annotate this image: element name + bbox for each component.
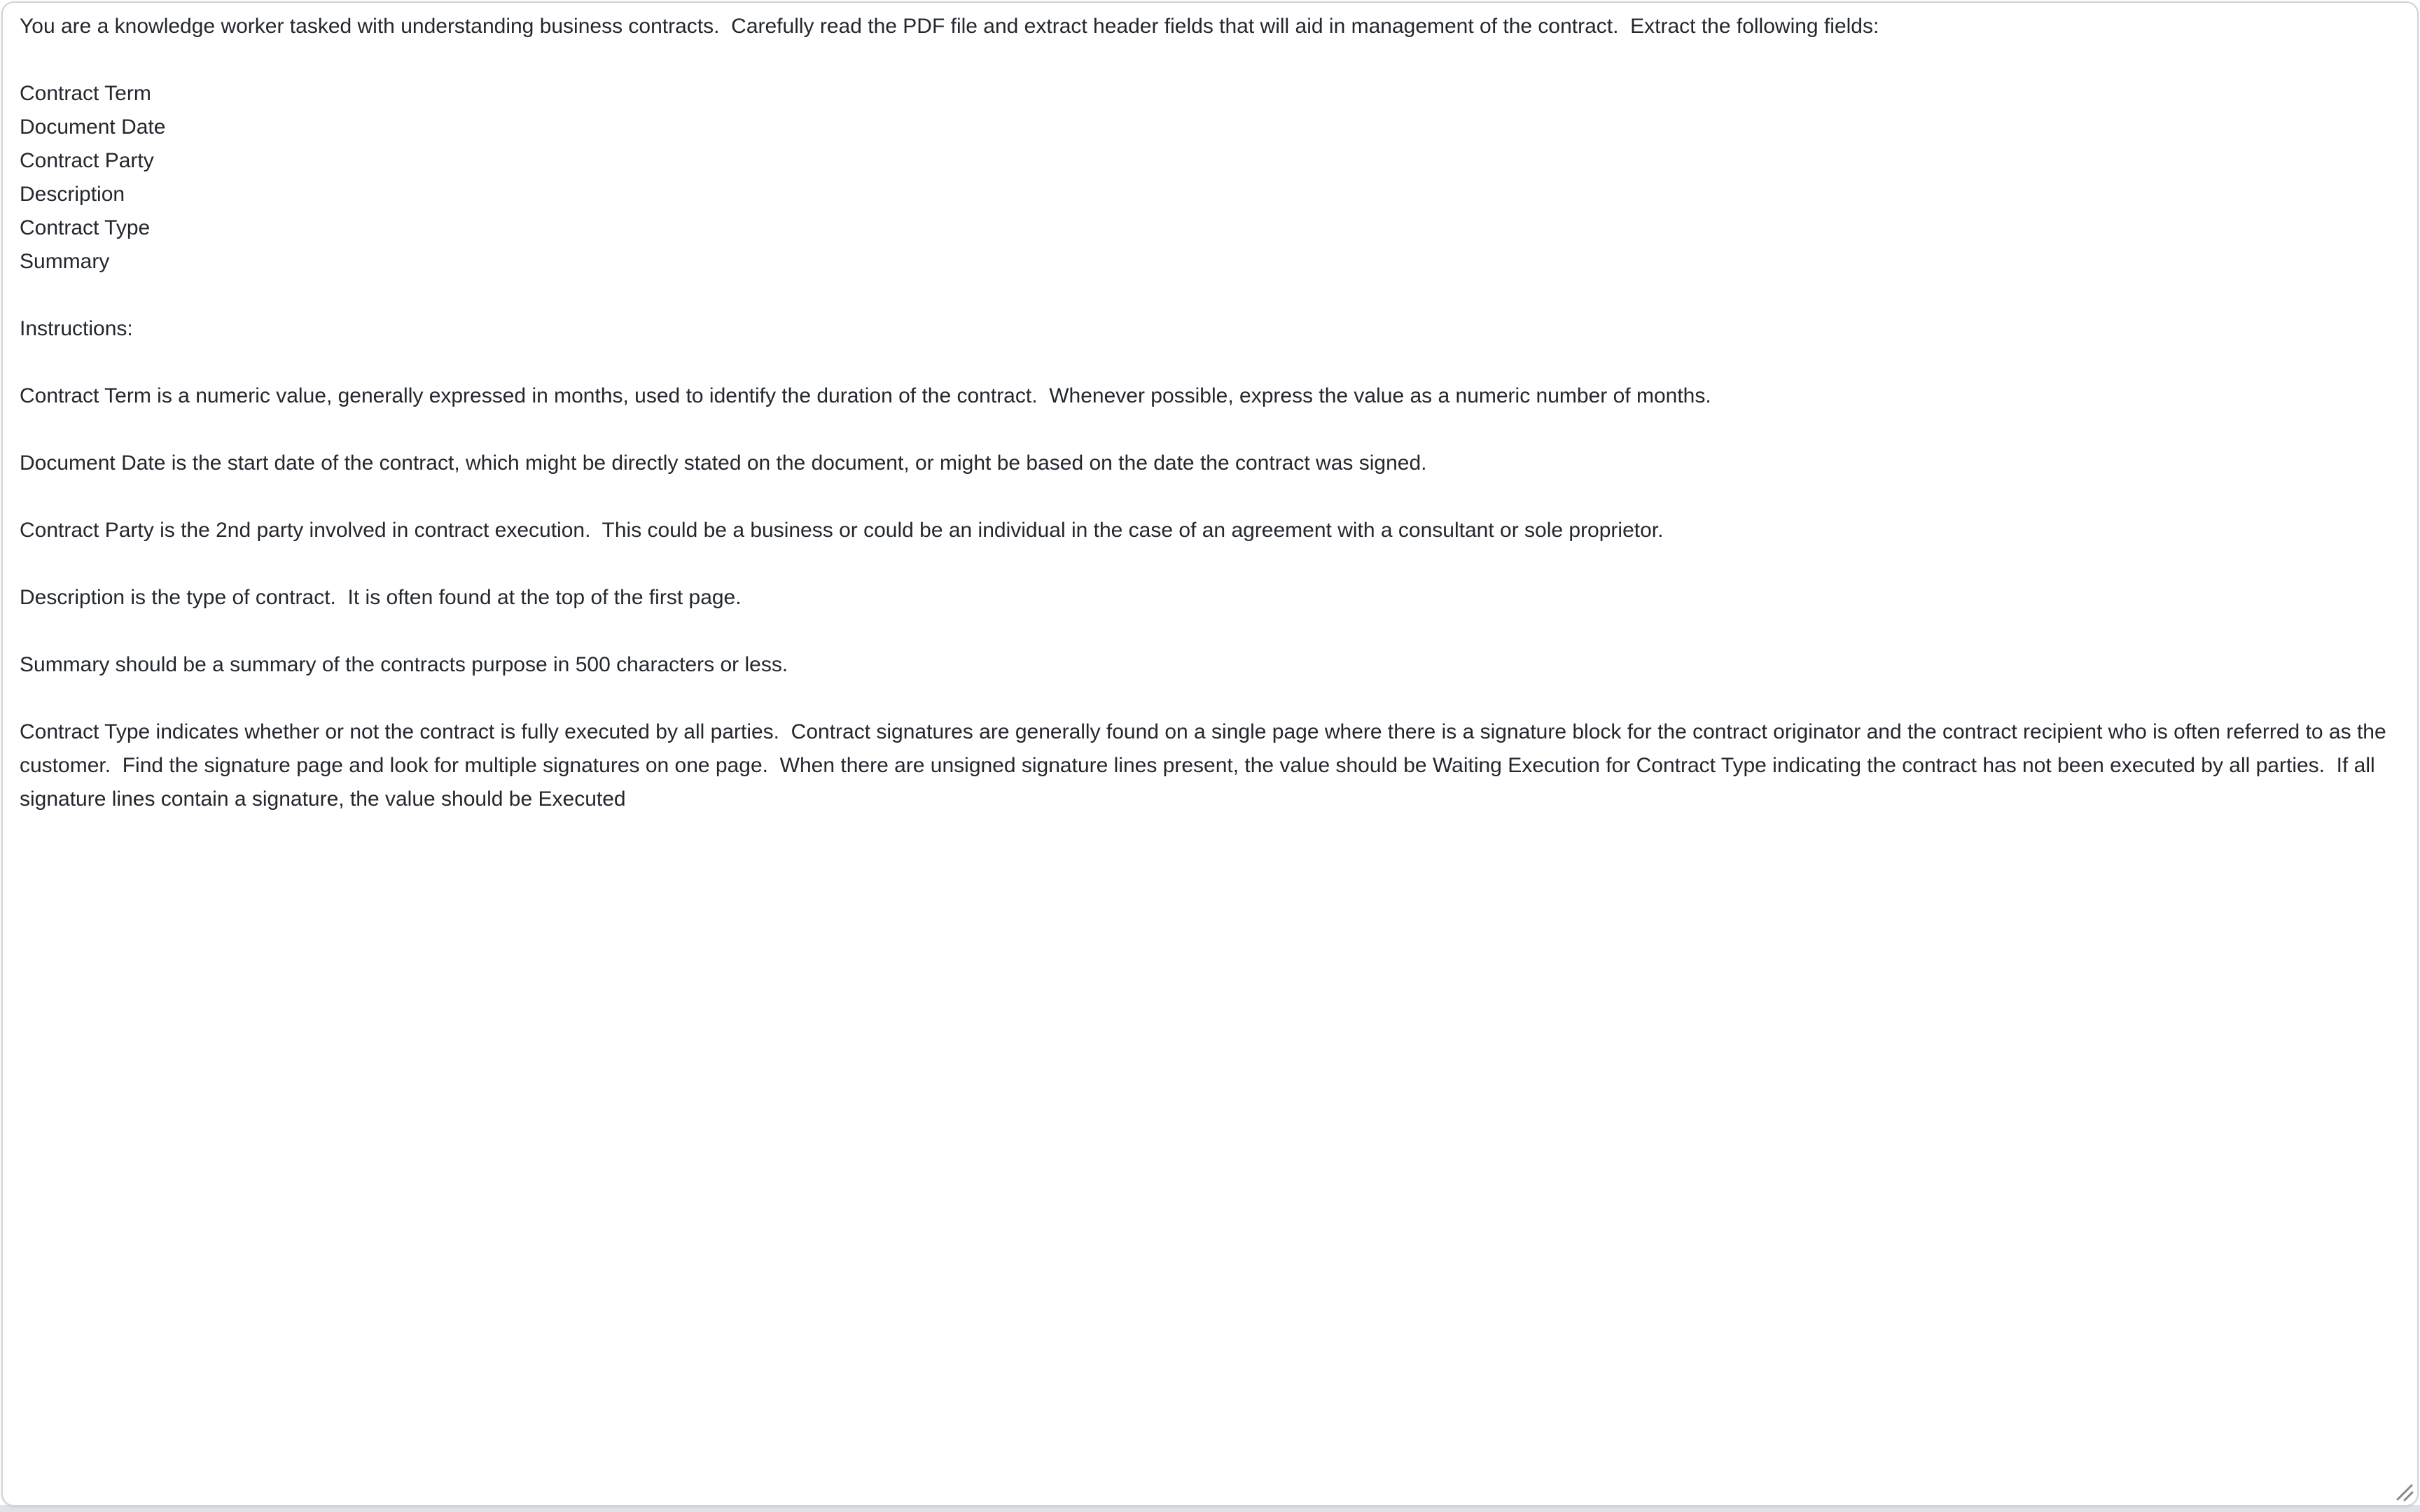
instruction-paragraph-summary: Summary should be a summary of the contracts purpose in 500 characters or less.: [20, 653, 788, 676]
instructions-heading: Instructions:: [20, 317, 133, 340]
intro-paragraph: You are a knowledge worker tasked with understanding business contracts. Carefully read the PDF file and extract header fields that will aid in management of the contract. Extract the following fields:: [20, 15, 1879, 38]
fields-list: [20, 77, 2398, 279]
field-line-contract-party: Contract Party: [20, 149, 154, 172]
field-line-description: Description: [20, 183, 125, 206]
field-line-contract-type: Contract Type: [20, 216, 151, 239]
resize-handle-icon[interactable]: [2391, 1478, 2414, 1502]
field-line-contract-term: Contract Term: [20, 82, 151, 105]
field-line-summary: Summary: [20, 250, 110, 273]
prompt-textarea[interactable]: [1, 1, 2419, 1506]
instruction-paragraph-document-date: Document Date is the start date of the contract, which might be directly stated on the document, or might be based on the date the contract was signed.: [20, 451, 1427, 475]
instruction-paragraph-description: Description is the type of contract. It is often found at the top of the first page.: [20, 586, 742, 609]
instruction-paragraph-contract-type: Contract Type indicates whether or not the contract is fully executed by all parties. Contract signatures are generally found on a single page where there is a signature block for the contract originator and the contract recipient who is often referred to as the customer. Find the signature page and look for multiple signatures on one page. When there are unsigned signature lines present, the value should be Waiting Execution for Contract Type indicating the contract has not been executed by all parties. If all signature lines contain a signature, the value should be Executed: [20, 720, 2393, 811]
field-line-document-date: Document Date: [20, 115, 166, 139]
instruction-paragraph-contract-party: Contract Party is the 2nd party involved in contract execution. This could be a business or could be an individual in the case of an agreement with a consultant or sole proprietor.: [20, 519, 1664, 542]
instruction-paragraph-contract-term: Contract Term is a numeric value, generally expressed in months, used to identify the duration of the contract. Whenever possible, express the value as a numeric number of months.: [20, 384, 1711, 407]
